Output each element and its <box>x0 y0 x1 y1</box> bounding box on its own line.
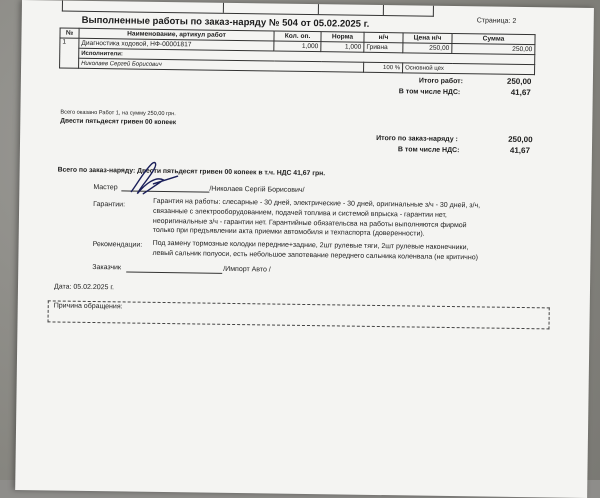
page-number: Страница: 2 <box>476 17 517 25</box>
row-unit: Гривна <box>364 42 403 53</box>
document-page <box>15 0 594 498</box>
summary-line: Всего оказано Работ 1, на сумму 250,00 грн. <box>60 109 176 118</box>
col-no: № <box>60 28 79 38</box>
row-name: Диагностика ходовой, НФ-00001817 <box>79 38 274 51</box>
vat-value: 41,67 <box>510 87 531 98</box>
recommend-line: левый сальник полуоси, есть небольшое запотевание переднего сальника коленвала (не критично) <box>152 249 478 262</box>
total-order-value: 250,00 <box>508 134 533 145</box>
guarantee-label: Гарантии: <box>93 201 126 209</box>
guarantee-line: неоригинальные з/ч - гарантии нет. Гарантийные обязательсва на работы выполняются фирмой <box>152 217 467 229</box>
col-sum: Сумма <box>452 34 535 45</box>
reason-label: Причина обращения: <box>53 302 123 311</box>
col-unit: н/ч <box>364 32 403 43</box>
customer-name: /Импорт Авто / <box>223 265 271 274</box>
row-no: 1 <box>60 38 79 68</box>
executor-shop: Основной цех <box>403 63 535 75</box>
recommend-line: Под замену тормозные колодки передние+задние, 2шт рулевые тяги, 2шт рулевые наконечники, <box>152 239 469 252</box>
total-vat-label: В том числе НДС: <box>397 146 460 155</box>
works-table <box>59 28 536 76</box>
customer-label: Заказчик <box>92 264 122 272</box>
guarantee-line: Гарантия на работы: слесарные - 30 дней, электрические - 30 дней, оригинальные з/ч - 30 дней, з/ч, <box>153 197 481 210</box>
executor-percent: 100 % <box>364 62 403 73</box>
col-name: Наименование, артикул работ <box>79 28 274 41</box>
total-order-label: Итого по заказ-наряду : <box>376 134 458 144</box>
recommend-label: Рекомендации: <box>92 241 143 249</box>
grand-total-line: Всего по заказ-наряду: Двести пятьдесят гривен 00 копеек в т.ч. НДС 41,67 грн. <box>57 166 326 178</box>
row-norm: 1,000 <box>321 42 364 53</box>
total-vat-value: 41,67 <box>509 145 531 156</box>
recommend-text <box>152 239 478 264</box>
document-title: Выполненные работы по заказ-наряду № 504 от 05.02.2025 г. <box>81 14 370 30</box>
total-works-label: Итого работ: <box>418 77 463 86</box>
master-label: Мастер <box>93 184 118 192</box>
date-line: Дата: 05.02.2025 г. <box>53 283 115 292</box>
row-price: 250,00 <box>403 43 452 54</box>
handwritten-signature <box>123 153 184 199</box>
executor-name: Николаев Сергей Борисович <box>79 58 364 72</box>
row-sum: 250,00 <box>452 44 535 55</box>
col-norm: Норма <box>321 32 364 43</box>
guarantee-line: только при предъявлении акта приемки автомобиля и техпаспорта (доверенности). <box>152 227 425 239</box>
reason-box <box>48 300 550 329</box>
executors-label: Исполнители: <box>79 48 535 64</box>
guarantee-line: связанные с электрооборудованием, подачей топлива и системой впрыска - гарантии нет, <box>153 207 447 219</box>
guarantee-text <box>153 197 480 241</box>
col-price: Цена н/ч <box>403 33 452 44</box>
customer-signature-line <box>126 271 222 273</box>
summary-words: Двести пятьдесят гривен 00 копеек <box>60 117 177 127</box>
col-qty: Кол. оп. <box>274 31 321 42</box>
master-name: /Николаев Сергій Борисович/ <box>209 185 305 194</box>
row-qty: 1,000 <box>274 41 321 52</box>
total-works-value: 250,00 <box>506 76 532 87</box>
vat-label: В том числе НДС: <box>398 88 461 97</box>
